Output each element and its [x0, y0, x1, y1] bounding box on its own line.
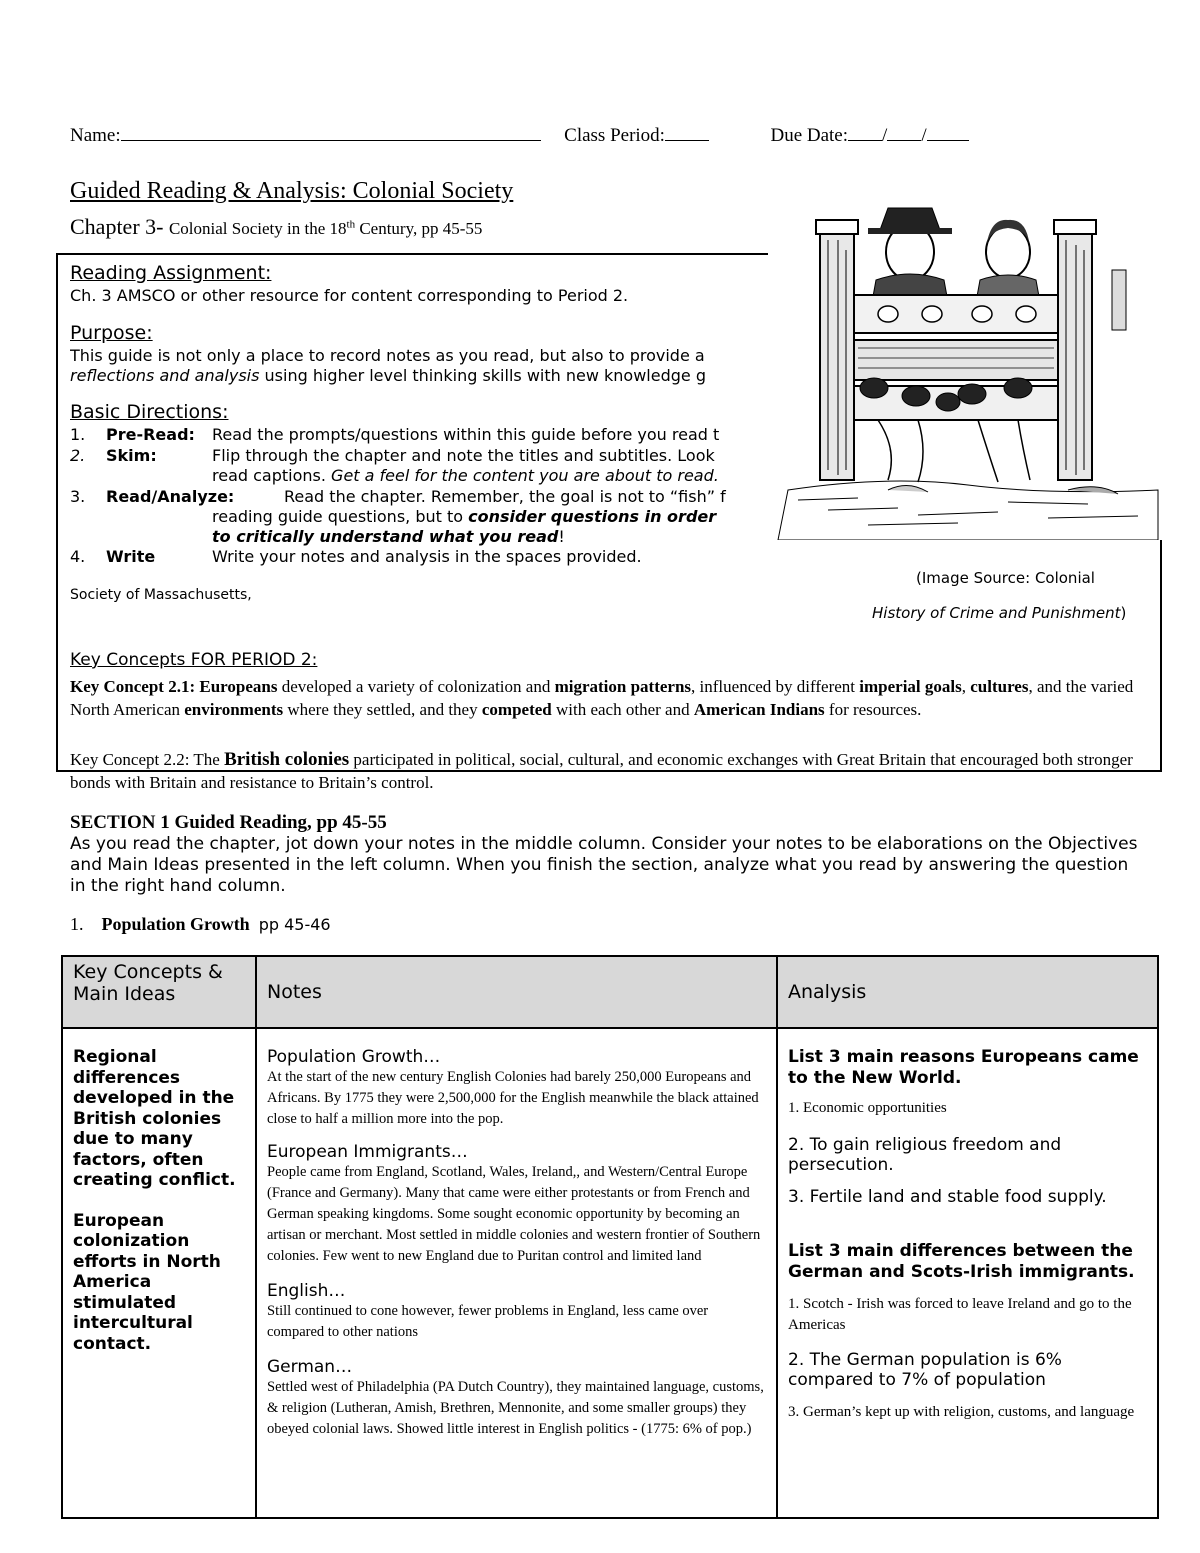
analysis-answer: 3. Fertile land and stable food supply. — [788, 1187, 1107, 1207]
direction-item-read-cont2: to critically understand what you read! — [212, 527, 565, 546]
page-title: Guided Reading & Analysis: Colonial Society — [70, 178, 514, 204]
date-separator: / — [921, 125, 927, 146]
chapter-label: Chapter 3- — [70, 214, 164, 239]
key-concept-2-2: Key Concept 2.2: The British colonies participated in political, social, cultural, and economic exchanges with Great Britain that encouraged both stronger bonds with Britain and resistance to Britain’s control. — [70, 749, 1133, 792]
due-date-month-field[interactable] — [848, 122, 882, 141]
due-date-year-field[interactable] — [927, 122, 969, 141]
analysis-cell[interactable] — [777, 1028, 1158, 1518]
reading-assignment-heading: Reading Assignment: — [70, 262, 272, 284]
reading-assignment-text: Ch. 3 AMSCO or other resource for content corresponding to Period 2. — [70, 286, 629, 305]
analysis-answer: 3. German’s kept up with religion, customs, and language — [788, 1404, 1135, 1420]
key-concepts-heading: Key Concepts FOR PERIOD 2: — [70, 650, 318, 670]
direction-item-read: 3. Read/Analyze: Read the chapter. Remember, the goal is not to “fish” f — [70, 487, 726, 506]
header-notes: Notes — [256, 956, 777, 1028]
name-field[interactable] — [121, 122, 541, 141]
chapter-heading — [70, 214, 482, 240]
section1-instructions: As you read the chapter, jot down your notes in the middle column. Consider your notes to be elaborations on the Objectives and Main Ideas presented in the left column. When you finish the section, analyze what you read by answering the question in the right hand column. — [70, 834, 1138, 896]
note-text: At the start of the new century English Colonies had barely 250,000 Europeans and Africans. By 1775 they were 2,500,000 for the English meanwhile the black attained close to half a million more into the pop. — [267, 1069, 759, 1127]
analysis-answer: 1. Scotch - Irish was forced to leave Ireland and go to the Americas — [788, 1296, 1132, 1333]
due-date-day-field[interactable] — [887, 122, 921, 141]
key-idea-european: European colonization efforts in North America stimulated intercultural contact. — [73, 1210, 221, 1354]
direction-item-skim-cont: read captions. Get a feel for the content you are about to read. — [212, 466, 719, 485]
population-growth-item: 1. Population Growth pp 45-46 — [70, 914, 331, 934]
analysis-question: List 3 main reasons Europeans came to the New World. — [788, 1047, 1139, 1088]
notes-cell[interactable] — [256, 1028, 777, 1518]
note-heading: German… — [267, 1357, 353, 1377]
table-row — [62, 1028, 1158, 1518]
analysis-answer: 2. To gain religious freedom and persecution. — [788, 1135, 1062, 1175]
stocks-illustration — [768, 190, 1163, 540]
stocks-drawing — [768, 190, 1163, 540]
analysis-answer: 1. Economic opportunities — [788, 1100, 947, 1116]
header-key-concepts: Key Concepts & Main Ideas — [62, 956, 256, 1028]
date-separator: / — [882, 125, 888, 146]
image-caption-line3: History of Crime and Punishment) — [872, 604, 1127, 622]
student-info-line — [70, 122, 969, 147]
image-caption-line2: Society of Massachusetts, — [70, 587, 252, 603]
key-idea-regional: Regional differences developed in the British colonies due to many factors, often creating conflict. — [73, 1047, 236, 1190]
chapter-subtitle: Colonial Society in the 18th Century, pp 45-55 — [168, 218, 483, 238]
purpose-text-line1: This guide is not only a place to record notes as you read, but also to provide a — [70, 346, 705, 365]
note-text: People came from England, Scotland, Wales, Ireland,, and Western/Central Europe (France and Germany). Many that came were either protestants or from French and German speaking kingdoms. Some sought economic opportunity by becoming an artisan or merchant. Most settled in middle colonies and western frontier of Southern colonies. Few went to new England due to Puritan control and limited land — [267, 1164, 761, 1264]
analysis-answer: 2. The German population is 6% compared to 7% of population — [788, 1350, 1062, 1390]
note-heading: Population Growth… — [267, 1047, 441, 1067]
direction-item-write: 4. Write Write your notes and analysis in the spaces provided. — [70, 547, 642, 566]
directions-heading: Basic Directions: — [70, 401, 229, 423]
name-label: Name: — [70, 125, 121, 146]
due-date-label: Due Date: — [770, 125, 849, 146]
direction-item-preread: 1. Pre-Read: Read the prompts/questions within this guide before you read t — [70, 425, 720, 444]
note-text: Still continued to cone however, fewer problems in England, less came over compared to other nations — [267, 1303, 709, 1340]
key-ideas-cell — [62, 1028, 256, 1518]
class-period-field[interactable] — [665, 122, 709, 141]
image-caption-line1: (Image Source: Colonial — [916, 569, 1095, 587]
header-analysis: Analysis — [777, 956, 1158, 1028]
note-text: Settled west of Philadelphia (PA Dutch Country), they maintained language, customs, & religion (Lutheran, Amish, Brethren, Mennonite, and some smaller groups) they obeyed colonial laws. Showed little interest in English politics - (1775: 6% of pop.) — [267, 1379, 764, 1437]
note-heading: English… — [267, 1281, 346, 1301]
table-header-row — [62, 956, 1158, 1028]
section1-heading: SECTION 1 Guided Reading, pp 45-55 — [70, 812, 387, 833]
class-period-label: Class Period: — [564, 125, 665, 146]
key-concept-2-1: Key Concept 2.1: Europeans developed a variety of colonization and migration patterns, influenced by different imperial goals, cultures, and the varied North American environments where they settled, and they competed with each other and American Indians for resources. — [70, 677, 1134, 719]
analysis-question: List 3 main differences between the German and Scots-Irish immigrants. — [788, 1241, 1135, 1282]
direction-item-skim: 2. Skim: Flip through the chapter and note the titles and subtitles. Look — [70, 446, 715, 465]
direction-item-read-cont: reading guide questions, but to consider questions in order — [212, 507, 717, 526]
notes-table — [61, 955, 1159, 1519]
purpose-heading: Purpose: — [70, 322, 153, 344]
note-heading: European Immigrants… — [267, 1142, 468, 1162]
purpose-text-line2: reflections and analysis using higher level thinking skills with new knowledge g — [70, 366, 706, 385]
